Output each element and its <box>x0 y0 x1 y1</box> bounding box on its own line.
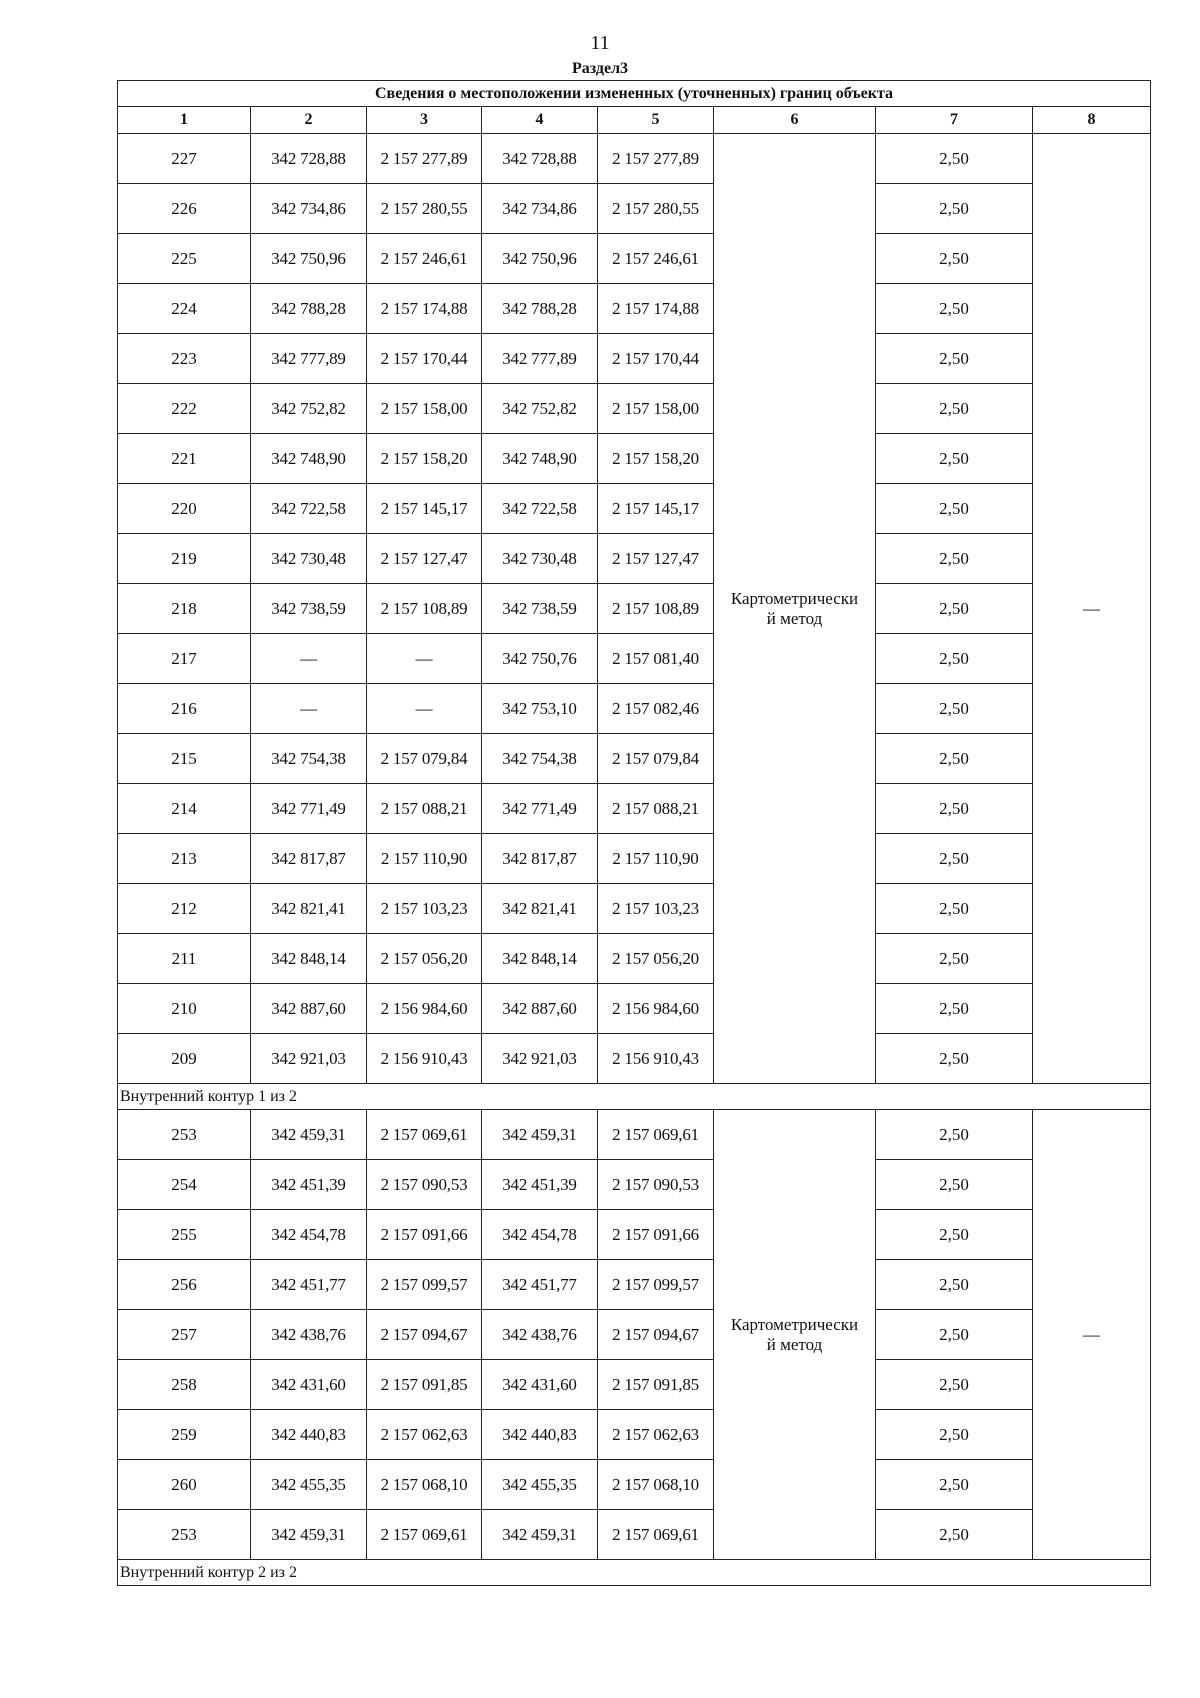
point-number-cell: 216 <box>118 684 251 734</box>
point-number-cell: 226 <box>118 184 251 234</box>
point-number-cell: 217 <box>118 634 251 684</box>
page-number: 11 <box>590 32 610 54</box>
new-y-cell: 2 157 170,44 <box>598 334 714 384</box>
table-row <box>118 1034 1151 1084</box>
column-8-cell: — <box>1033 134 1151 1084</box>
new-x-cell: 342 753,10 <box>482 684 598 734</box>
table-row <box>118 184 1151 234</box>
point-number-cell: 227 <box>118 134 251 184</box>
boundary-coordinates-table <box>117 80 1151 1586</box>
new-y-cell: 2 157 174,88 <box>598 284 714 334</box>
point-number-cell: 225 <box>118 234 251 284</box>
table-row <box>118 584 1151 634</box>
method-text-line: й метод <box>766 608 823 628</box>
new-x-cell: 342 887,60 <box>482 984 598 1034</box>
new-y-cell: 2 157 068,10 <box>598 1460 714 1510</box>
contour-row <box>118 1084 1151 1110</box>
old-x-cell: 342 722,58 <box>251 484 367 534</box>
new-x-cell: 342 748,90 <box>482 434 598 484</box>
old-x-cell: 342 817,87 <box>251 834 367 884</box>
table-caption: Сведения о местоположении измененных (уточненных) границ объекта <box>118 81 1151 107</box>
new-y-cell: 2 157 069,61 <box>598 1510 714 1560</box>
old-y-cell: 2 157 277,89 <box>367 134 482 184</box>
method-text-line: Картометрически <box>730 1314 859 1334</box>
point-number-cell: 215 <box>118 734 251 784</box>
column-header: 6 <box>714 107 876 134</box>
precision-cell: 2,50 <box>876 834 1033 884</box>
old-y-cell: 2 157 099,57 <box>367 1260 482 1310</box>
table-row <box>118 384 1151 434</box>
new-y-cell: 2 157 082,46 <box>598 684 714 734</box>
old-x-cell: 342 459,31 <box>251 1110 367 1160</box>
old-x-cell: — <box>251 634 367 684</box>
old-x-cell: 342 730,48 <box>251 534 367 584</box>
table-row <box>118 134 1151 184</box>
old-y-cell: — <box>367 634 482 684</box>
old-y-cell: 2 157 069,61 <box>367 1510 482 1560</box>
new-x-cell: 342 817,87 <box>482 834 598 884</box>
table-row <box>118 1210 1151 1260</box>
old-y-cell: 2 156 910,43 <box>367 1034 482 1084</box>
old-y-cell: 2 157 069,61 <box>367 1110 482 1160</box>
old-x-cell: 342 887,60 <box>251 984 367 1034</box>
old-x-cell: 342 455,35 <box>251 1460 367 1510</box>
table-row <box>118 334 1151 384</box>
old-x-cell: 342 752,82 <box>251 384 367 434</box>
old-y-cell: 2 157 090,53 <box>367 1160 482 1210</box>
point-number-cell: 256 <box>118 1260 251 1310</box>
new-x-cell: 342 722,58 <box>482 484 598 534</box>
precision-cell: 2,50 <box>876 1160 1033 1210</box>
new-y-cell: 2 157 127,47 <box>598 534 714 584</box>
point-number-cell: 209 <box>118 1034 251 1084</box>
precision-cell: 2,50 <box>876 484 1033 534</box>
new-y-cell: 2 157 094,67 <box>598 1310 714 1360</box>
point-number-cell: 222 <box>118 384 251 434</box>
point-number-cell: 220 <box>118 484 251 534</box>
table-row <box>118 1260 1151 1310</box>
old-x-cell: 342 788,28 <box>251 284 367 334</box>
old-y-cell: 2 157 091,66 <box>367 1210 482 1260</box>
precision-cell: 2,50 <box>876 734 1033 784</box>
point-number-cell: 218 <box>118 584 251 634</box>
new-x-cell: 342 777,89 <box>482 334 598 384</box>
precision-cell: 2,50 <box>876 684 1033 734</box>
column-header: 3 <box>367 107 482 134</box>
column-header: 4 <box>482 107 598 134</box>
point-number-cell: 214 <box>118 784 251 834</box>
old-x-cell: 342 734,86 <box>251 184 367 234</box>
new-y-cell: 2 157 099,57 <box>598 1260 714 1310</box>
method-cell <box>714 134 876 1084</box>
new-x-cell: 342 730,48 <box>482 534 598 584</box>
new-x-cell: 342 438,76 <box>482 1310 598 1360</box>
old-x-cell: 342 821,41 <box>251 884 367 934</box>
old-x-cell: 342 848,14 <box>251 934 367 984</box>
point-number-cell: 212 <box>118 884 251 934</box>
new-x-cell: 342 728,88 <box>482 134 598 184</box>
old-y-cell: 2 157 174,88 <box>367 284 482 334</box>
precision-cell: 2,50 <box>876 934 1033 984</box>
table-row <box>118 1360 1151 1410</box>
old-y-cell: 2 157 062,63 <box>367 1410 482 1460</box>
new-y-cell: 2 157 090,53 <box>598 1160 714 1210</box>
old-y-cell: — <box>367 684 482 734</box>
new-x-cell: 342 754,38 <box>482 734 598 784</box>
precision-cell: 2,50 <box>876 1360 1033 1410</box>
new-y-cell: 2 157 246,61 <box>598 234 714 284</box>
new-y-cell: 2 157 081,40 <box>598 634 714 684</box>
point-number-cell: 255 <box>118 1210 251 1260</box>
contour-row <box>118 1560 1151 1586</box>
point-number-cell: 219 <box>118 534 251 584</box>
table-row <box>118 984 1151 1034</box>
new-y-cell: 2 157 069,61 <box>598 1110 714 1160</box>
new-x-cell: 342 459,31 <box>482 1110 598 1160</box>
old-y-cell: 2 157 158,20 <box>367 434 482 484</box>
new-x-cell: 342 459,31 <box>482 1510 598 1560</box>
precision-cell: 2,50 <box>876 884 1033 934</box>
new-x-cell: 342 821,41 <box>482 884 598 934</box>
precision-cell: 2,50 <box>876 984 1033 1034</box>
old-y-cell: 2 157 056,20 <box>367 934 482 984</box>
section-title: Раздел3 <box>571 60 629 77</box>
table-row <box>118 884 1151 934</box>
point-number-cell: 259 <box>118 1410 251 1460</box>
new-x-cell: 342 455,35 <box>482 1460 598 1510</box>
old-x-cell: 342 440,83 <box>251 1410 367 1460</box>
old-x-cell: 342 754,38 <box>251 734 367 784</box>
old-y-cell: 2 157 145,17 <box>367 484 482 534</box>
new-y-cell: 2 157 158,20 <box>598 434 714 484</box>
table-row <box>118 1160 1151 1210</box>
precision-cell: 2,50 <box>876 1310 1033 1360</box>
old-x-cell: 342 777,89 <box>251 334 367 384</box>
old-x-cell: 342 459,31 <box>251 1510 367 1560</box>
table-row <box>118 1310 1151 1360</box>
old-x-cell: 342 438,76 <box>251 1310 367 1360</box>
table-row <box>118 534 1151 584</box>
old-y-cell: 2 157 280,55 <box>367 184 482 234</box>
precision-cell: 2,50 <box>876 384 1033 434</box>
precision-cell: 2,50 <box>876 134 1033 184</box>
old-y-cell: 2 157 127,47 <box>367 534 482 584</box>
new-y-cell: 2 157 108,89 <box>598 584 714 634</box>
old-x-cell: 342 454,78 <box>251 1210 367 1260</box>
new-y-cell: 2 157 158,00 <box>598 384 714 434</box>
point-number-cell: 221 <box>118 434 251 484</box>
precision-cell: 2,50 <box>876 1034 1033 1084</box>
old-x-cell: 342 738,59 <box>251 584 367 634</box>
old-y-cell: 2 157 170,44 <box>367 334 482 384</box>
table-row <box>118 834 1151 884</box>
new-x-cell: 342 440,83 <box>482 1410 598 1460</box>
table-row <box>118 934 1151 984</box>
new-x-cell: 342 734,86 <box>482 184 598 234</box>
table-row <box>118 284 1151 334</box>
new-y-cell: 2 157 110,90 <box>598 834 714 884</box>
new-x-cell: 342 454,78 <box>482 1210 598 1260</box>
old-x-cell: 342 771,49 <box>251 784 367 834</box>
point-number-cell: 253 <box>118 1110 251 1160</box>
method-text-line: й метод <box>766 1334 823 1354</box>
table-row <box>118 784 1151 834</box>
point-number-cell: 224 <box>118 284 251 334</box>
new-y-cell: 2 157 091,85 <box>598 1360 714 1410</box>
precision-cell: 2,50 <box>876 434 1033 484</box>
point-number-cell: 257 <box>118 1310 251 1360</box>
new-y-cell: 2 157 062,63 <box>598 1410 714 1460</box>
old-y-cell: 2 157 094,67 <box>367 1310 482 1360</box>
old-y-cell: 2 157 068,10 <box>367 1460 482 1510</box>
table-row <box>118 634 1151 684</box>
old-x-cell: 342 451,39 <box>251 1160 367 1210</box>
point-number-cell: 258 <box>118 1360 251 1410</box>
new-y-cell: 2 156 910,43 <box>598 1034 714 1084</box>
column-header: 5 <box>598 107 714 134</box>
point-number-cell: 210 <box>118 984 251 1034</box>
point-number-cell: 254 <box>118 1160 251 1210</box>
new-y-cell: 2 157 091,66 <box>598 1210 714 1260</box>
new-x-cell: 342 451,39 <box>482 1160 598 1210</box>
precision-cell: 2,50 <box>876 284 1033 334</box>
precision-cell: 2,50 <box>876 1410 1033 1460</box>
old-x-cell: — <box>251 684 367 734</box>
precision-cell: 2,50 <box>876 234 1033 284</box>
contour-label: Внутренний контур 2 из 2 <box>118 1560 1151 1586</box>
old-y-cell: 2 156 984,60 <box>367 984 482 1034</box>
point-number-cell: 223 <box>118 334 251 384</box>
new-y-cell: 2 157 280,55 <box>598 184 714 234</box>
new-y-cell: 2 157 103,23 <box>598 884 714 934</box>
point-number-cell: 260 <box>118 1460 251 1510</box>
new-y-cell: 2 157 145,17 <box>598 484 714 534</box>
column-header: 2 <box>251 107 367 134</box>
precision-cell: 2,50 <box>876 1110 1033 1160</box>
contour-label: Внутренний контур 1 из 2 <box>118 1084 1151 1110</box>
old-x-cell: 342 431,60 <box>251 1360 367 1410</box>
precision-cell: 2,50 <box>876 1510 1033 1560</box>
new-x-cell: 342 738,59 <box>482 584 598 634</box>
table-row <box>118 1110 1151 1160</box>
precision-cell: 2,50 <box>876 1260 1033 1310</box>
column-8-cell: — <box>1033 1110 1151 1560</box>
table-row <box>118 684 1151 734</box>
new-x-cell: 342 848,14 <box>482 934 598 984</box>
new-x-cell: 342 431,60 <box>482 1360 598 1410</box>
precision-cell: 2,50 <box>876 584 1033 634</box>
point-number-cell: 253 <box>118 1510 251 1560</box>
precision-cell: 2,50 <box>876 1210 1033 1260</box>
point-number-cell: 211 <box>118 934 251 984</box>
new-x-cell: 342 921,03 <box>482 1034 598 1084</box>
new-x-cell: 342 752,82 <box>482 384 598 434</box>
new-y-cell: 2 157 079,84 <box>598 734 714 784</box>
table-row <box>118 1510 1151 1560</box>
new-x-cell: 342 788,28 <box>482 284 598 334</box>
new-y-cell: 2 157 277,89 <box>598 134 714 184</box>
table-row <box>118 1460 1151 1510</box>
new-x-cell: 342 750,96 <box>482 234 598 284</box>
table-row <box>118 434 1151 484</box>
new-x-cell: 342 771,49 <box>482 784 598 834</box>
old-y-cell: 2 157 246,61 <box>367 234 482 284</box>
column-header-row <box>118 107 1151 134</box>
table-row <box>118 234 1151 284</box>
new-y-cell: 2 157 056,20 <box>598 934 714 984</box>
precision-cell: 2,50 <box>876 784 1033 834</box>
old-y-cell: 2 157 158,00 <box>367 384 482 434</box>
table-row <box>118 1410 1151 1460</box>
new-y-cell: 2 156 984,60 <box>598 984 714 1034</box>
precision-cell: 2,50 <box>876 1460 1033 1510</box>
new-y-cell: 2 157 088,21 <box>598 784 714 834</box>
precision-cell: 2,50 <box>876 334 1033 384</box>
column-header: 1 <box>118 107 251 134</box>
old-x-cell: 342 451,77 <box>251 1260 367 1310</box>
old-x-cell: 342 748,90 <box>251 434 367 484</box>
table-row <box>118 484 1151 534</box>
old-y-cell: 2 157 088,21 <box>367 784 482 834</box>
new-x-cell: 342 451,77 <box>482 1260 598 1310</box>
method-text-line: Картометрически <box>730 588 859 608</box>
old-y-cell: 2 157 108,89 <box>367 584 482 634</box>
column-header: 8 <box>1033 107 1151 134</box>
column-header: 7 <box>876 107 1033 134</box>
old-y-cell: 2 157 103,23 <box>367 884 482 934</box>
old-x-cell: 342 728,88 <box>251 134 367 184</box>
precision-cell: 2,50 <box>876 534 1033 584</box>
precision-cell: 2,50 <box>876 634 1033 684</box>
old-y-cell: 2 157 079,84 <box>367 734 482 784</box>
point-number-cell: 213 <box>118 834 251 884</box>
precision-cell: 2,50 <box>876 184 1033 234</box>
method-cell <box>714 1110 876 1560</box>
old-x-cell: 342 750,96 <box>251 234 367 284</box>
table-row <box>118 734 1151 784</box>
old-y-cell: 2 157 110,90 <box>367 834 482 884</box>
new-x-cell: 342 750,76 <box>482 634 598 684</box>
old-y-cell: 2 157 091,85 <box>367 1360 482 1410</box>
old-x-cell: 342 921,03 <box>251 1034 367 1084</box>
